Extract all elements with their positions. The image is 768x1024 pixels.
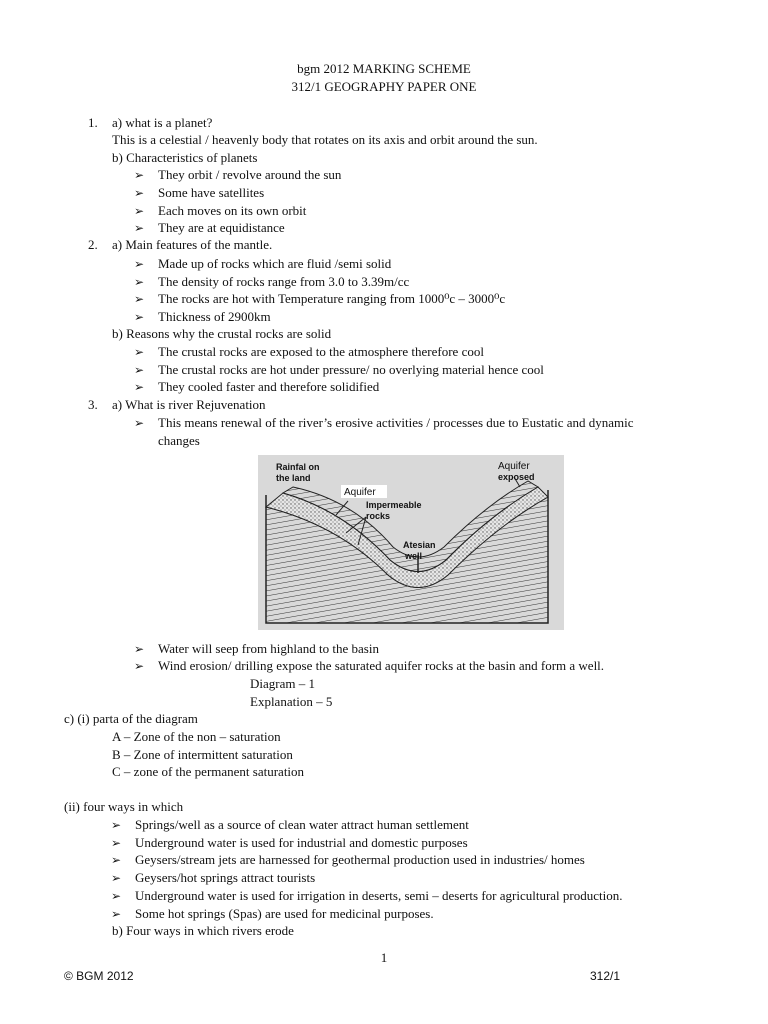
list-item: ➢ Some have satellites	[158, 185, 264, 201]
q3-number: 3.	[88, 397, 98, 412]
page-number: 1	[380, 950, 388, 965]
label-atesian-well: Atesian	[403, 540, 436, 550]
list-item: ➢ Underground water is used for industrial and domestic purposes	[135, 835, 468, 851]
list-item: ➢ They cooled faster and therefore solidified	[158, 379, 379, 395]
list-item: C – zone of the permanent saturation	[112, 764, 305, 779]
label-impermeable: Impermeable	[366, 500, 422, 510]
list-item: ➢ This means renewal of the river’s erosive activities / processes due to Eustatic and dynamic	[158, 415, 634, 431]
q2-part-b: b) Reasons why the crustal rocks are solid	[112, 326, 332, 341]
list-item: ➢ They orbit / revolve around the sun	[158, 167, 341, 183]
list-item: B – Zone of intermittent saturation	[112, 747, 293, 762]
q2-number: 2.	[88, 237, 98, 252]
list-item: ➢ Some hot springs (Spas) are used for medicinal purposes.	[135, 906, 434, 922]
list-item: ➢ The crustal rocks are exposed to the atmosphere therefore cool	[158, 344, 484, 360]
list-item: ➢ Made up of rocks which are fluid /semi solid	[158, 256, 391, 272]
label-impermeable: rocks	[366, 511, 391, 521]
list-item: ➢ The density of rocks range from 3.0 to 3.39m/cc	[158, 274, 409, 290]
list-item: ➢ Springs/well as a source of clean water attract human settlement	[135, 817, 469, 833]
artesian-basin-diagram	[258, 455, 564, 630]
list-item-continuation: changes	[158, 433, 200, 448]
label-rainfall: the land	[276, 473, 311, 483]
list-item: ➢ Each moves on its own orbit	[158, 203, 306, 219]
list-item: A – Zone of the non – saturation	[112, 729, 281, 744]
q3c-title: c) (i) parta of the diagram	[64, 711, 198, 726]
q3-part-a: a) What is river Rejuvenation	[112, 397, 266, 412]
footer-code: 312/1	[590, 969, 621, 983]
list-item: ➢ Wind erosion/ drilling expose the saturated aquifer rocks at the basin and form a well.	[158, 658, 604, 674]
list-item: ➢ Thickness of 2900km	[158, 309, 271, 325]
label-rainfall: Rainfal on	[276, 462, 320, 472]
page-title: bgm 2012 MARKING SCHEME	[297, 61, 471, 76]
list-item: ➢ Geysers/hot springs attract tourists	[135, 870, 315, 886]
q3c-ii-title: (ii) four ways in which	[64, 799, 184, 814]
q2-part-a: a) Main features of the mantle.	[112, 237, 273, 252]
label-atesian-well: well	[405, 551, 423, 561]
marks-diagram: Diagram – 1	[250, 676, 315, 691]
page-subtitle: 312/1 GEOGRAPHY PAPER ONE	[291, 79, 477, 94]
q1-part-a: a) what is a planet?	[112, 115, 213, 130]
label-aquifer: Aquifer	[344, 487, 376, 498]
list-item: ➢ Water will seep from highland to the basin	[158, 641, 379, 657]
list-item: ➢ The rocks are hot with Temperature ranging from 1000⁰c – 3000⁰c	[158, 291, 505, 307]
q3c-part-b: b) Four ways in which rivers erode	[112, 923, 294, 938]
list-item: ➢ Underground water is used for irrigation in deserts, semi – deserts for agricultural production.	[135, 888, 623, 904]
list-item: ➢ Geysers/stream jets are harnessed for geothermal production used in industries/ homes	[135, 852, 585, 868]
label-aquifer-exposed: exposed	[498, 472, 535, 482]
list-item: ➢ They are at equidistance	[158, 220, 285, 236]
q1-answer: This is a celestial / heavenly body that rotates on its axis and orbit around the sun.	[112, 132, 538, 147]
marks-explanation: Explanation – 5	[250, 694, 333, 709]
list-item: ➢ The crustal rocks are hot under pressure/ no overlying material hence cool	[158, 362, 544, 378]
q1-part-b: b) Characteristics of planets	[112, 150, 258, 165]
footer-copyright: © BGM 2012	[64, 969, 134, 983]
q1-number: 1.	[88, 115, 98, 130]
label-aquifer-exposed: Aquifer	[498, 461, 530, 472]
